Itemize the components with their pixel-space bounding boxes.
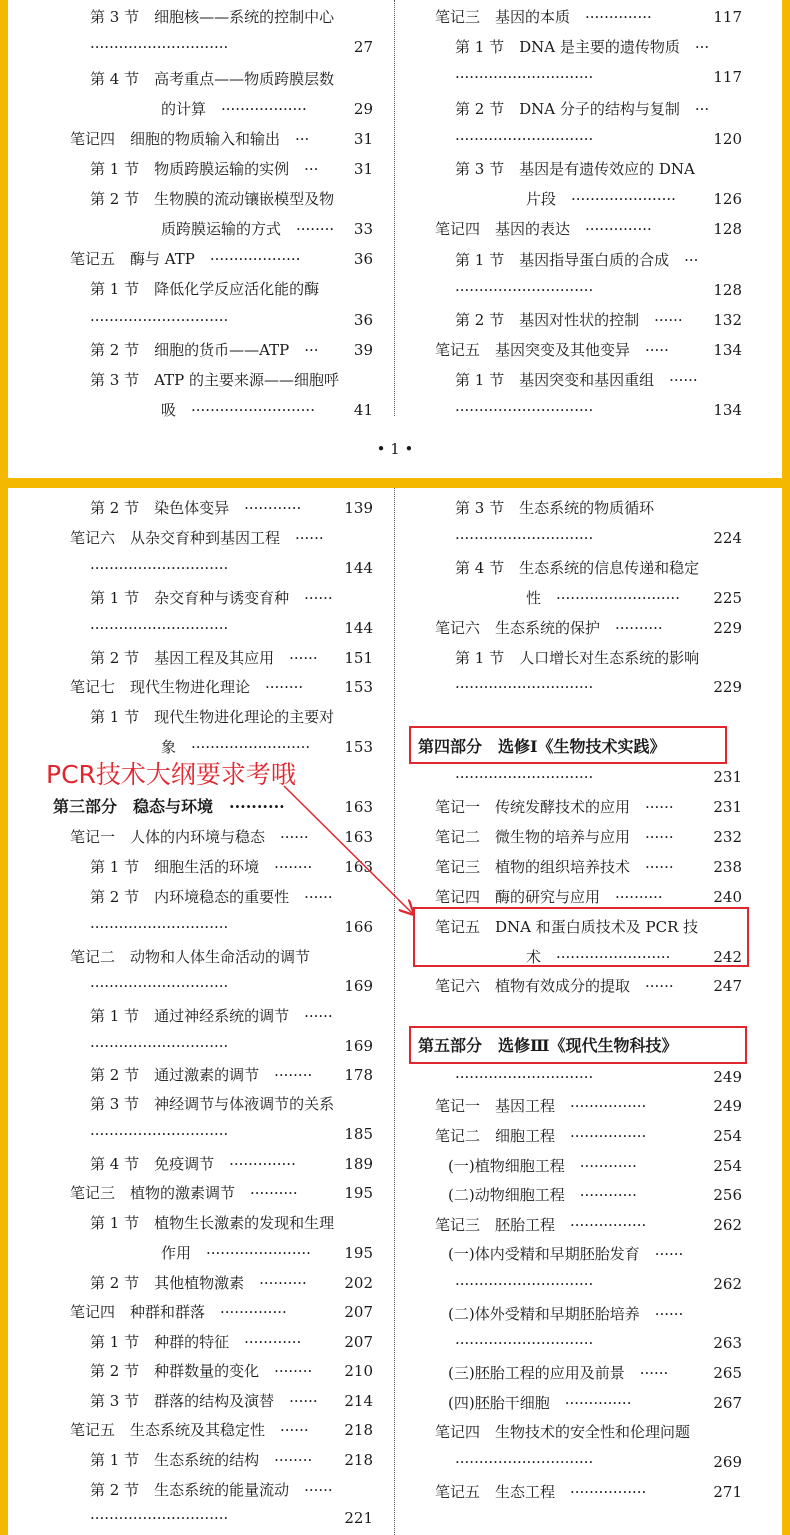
toc-entry-page: 229 [713, 678, 742, 696]
pcr-annotation: PCR技术大纲要求考哦 [46, 760, 296, 789]
toc-entry [53, 64, 373, 94]
toc-entry-title: ····························· [455, 281, 594, 299]
toc-entry-title: 笔记七 现代生物进化理论 ········ [70, 678, 304, 696]
toc-entry-title: ····························· [90, 1125, 229, 1143]
toc-entry-title: (二)体外受精和早期胚胎培养 ······ [448, 1305, 684, 1323]
toc-entry-page: 117 [713, 68, 742, 86]
toc-entry-title: ····························· [90, 559, 229, 577]
toc-entry-title: 第 2 节 内环境稳态的重要性 ······ [90, 888, 333, 906]
toc-entry-page: 163 [344, 798, 373, 816]
toc-entry-page: 210 [344, 1362, 373, 1380]
toc-entry-page: 240 [713, 888, 742, 906]
toc-entry-page: 269 [713, 1453, 742, 1471]
toc-entry-title: 笔记一 人体的内环境与稳态 ······ [70, 828, 309, 846]
toc-entry [53, 244, 373, 274]
toc-entry-title: 术 ························ [526, 948, 671, 966]
toc-entry-page: 153 [344, 678, 373, 696]
toc-entry-page: 249 [713, 1068, 742, 1086]
toc-entry-title: 第 1 节 种群的特征 ············ [90, 1333, 302, 1351]
toc-entry-page: 169 [344, 1037, 373, 1055]
page-number: • 1 • [376, 440, 414, 458]
toc-entry-title: 笔记二 细胞工程 ················ [435, 1127, 647, 1145]
toc-entry [53, 335, 373, 365]
toc-entry-page: 263 [713, 1334, 742, 1352]
toc-entry-title: 笔记三 胚胎工程 ················ [435, 1216, 647, 1234]
toc-entry-page: 247 [713, 977, 742, 995]
toc-entry [418, 94, 742, 124]
toc-entry-page: 195 [344, 1244, 373, 1262]
toc-entry-title: ····························· [90, 311, 229, 329]
toc-entry-title: 第 1 节 基因突变和基因重组 ······ [455, 371, 698, 389]
toc-entry-page: 232 [713, 828, 742, 846]
toc-entry-title: 第 1 节 现代生物进化理论的主要对 [90, 708, 335, 726]
toc-entry-page: 27 [353, 38, 373, 56]
toc-entry [418, 305, 742, 335]
annotation-arrow [8, 488, 782, 1535]
toc-entry-title: 第三部分 稳态与环境 ·········· [53, 797, 285, 816]
toc-entry-title: 笔记二 动物和人体生命活动的调节 [70, 948, 311, 966]
toc-entry-title: 第四部分 选修Ⅰ《生物技术实践》 [418, 737, 666, 756]
toc-entry-title: 第 2 节 生态系统的能量流动 ······ [90, 1481, 333, 1499]
toc-entry-title: 第 1 节 杂交育种与诱变育种 ······ [90, 589, 333, 607]
toc-entry-title: 笔记五 酶与 ATP ··················· [70, 250, 301, 268]
toc-entry-title: 笔记三 植物的组织培养技术 ······ [435, 858, 674, 876]
toc-entry-title: ····························· [90, 977, 229, 995]
toc-entry-page: 31 [353, 160, 373, 178]
toc-entry-page: 256 [713, 1186, 742, 1204]
toc-entry-title: (一)植物细胞工程 ············ [448, 1157, 637, 1175]
toc-entry-page: 39 [353, 341, 373, 359]
toc-entry-page: 117 [713, 8, 742, 26]
toc-entry-title: 第 3 节 细胞核——系统的控制中心 [90, 8, 335, 26]
toc-entry-title: 第 2 节 种群数量的变化 ········ [90, 1362, 313, 1380]
toc-entry-title: 象 ························· [161, 738, 311, 756]
toc-entry [53, 94, 373, 124]
toc-entry-title: ····························· [455, 678, 594, 696]
toc-entry-page: 271 [713, 1483, 742, 1501]
toc-entry-title: 笔记五 基因突变及其他变异 ····· [435, 341, 669, 359]
toc-entry [418, 335, 742, 365]
toc-entry-page: 189 [344, 1155, 373, 1173]
toc-entry-title: 笔记四 生物技术的安全性和伦理问题 [435, 1423, 691, 1441]
toc-entry-page: 166 [344, 918, 373, 936]
toc-entry-title: 第 4 节 免疫调节 ·············· [90, 1155, 296, 1173]
toc-entry [418, 245, 742, 275]
toc-entry-page: 229 [713, 619, 742, 637]
toc-entry-page: 185 [344, 1125, 373, 1143]
toc-entry-title: 质跨膜运输的方式 ········ [161, 220, 335, 238]
toc-entry-title: 作用 ······················ [161, 1244, 311, 1262]
toc-entry-page: 144 [344, 559, 373, 577]
toc-entry-title: 第 1 节 降低化学反应活化能的酶 [90, 280, 320, 298]
toc-entry-title: 笔记三 基因的本质 ·············· [435, 8, 652, 26]
toc-entry [53, 32, 373, 62]
toc-entry-title: 第 2 节 细胞的货币——ATP ··· [90, 341, 319, 359]
toc-entry-title: 第 1 节 人口增长对生态系统的影响 [455, 649, 700, 667]
toc-entry-page: 128 [713, 220, 742, 238]
toc-entry-title: 第 1 节 DNA 是主要的遗传物质 ··· [455, 38, 710, 56]
toc-entry-title: 第 1 节 细胞生活的环境 ········ [90, 858, 313, 876]
toc-entry [418, 32, 742, 62]
toc-entry-title: 第 2 节 其他植物激素 ·········· [90, 1274, 307, 1292]
toc-entry [53, 2, 373, 32]
toc-entry-title: 笔记一 基因工程 ················ [435, 1097, 647, 1115]
toc-page-2 [8, 488, 782, 1535]
toc-entry-title: 笔记六 从杂交育种到基因工程 ······ [70, 529, 324, 547]
toc-entry-page: 238 [713, 858, 742, 876]
toc-entry-page: 202 [344, 1274, 373, 1292]
toc-entry [418, 214, 742, 244]
toc-entry-page: 195 [344, 1184, 373, 1202]
toc-entry [53, 395, 373, 425]
toc-entry [418, 2, 742, 32]
toc-entry [53, 154, 373, 184]
toc-entry-page: 207 [344, 1303, 373, 1321]
toc-entry-title: 第五部分 选修Ⅲ《现代生物科技》 [418, 1036, 678, 1055]
toc-entry [418, 184, 742, 214]
toc-entry-title: ····························· [455, 68, 594, 86]
toc-entry-page: 153 [344, 738, 373, 756]
toc-entry [53, 365, 373, 395]
toc-entry-title: ····························· [455, 1068, 594, 1086]
toc-entry-page: 128 [713, 281, 742, 299]
toc-entry [53, 274, 373, 304]
toc-entry-title: 第 1 节 基因指导蛋白质的合成 ··· [455, 251, 699, 269]
toc-entry-page: 224 [713, 529, 742, 547]
toc-entry-title: 第 2 节 生物膜的流动镶嵌模型及物 [90, 190, 335, 208]
toc-entry-title: (四)胚胎干细胞 ·············· [448, 1394, 632, 1412]
toc-entry [53, 305, 373, 335]
toc-entry-page: 33 [353, 220, 373, 238]
toc-entry-page: 134 [713, 341, 742, 359]
toc-entry-page: 254 [713, 1127, 742, 1145]
toc-entry-page: 29 [353, 100, 373, 118]
toc-entry-page: 132 [713, 311, 742, 329]
toc-entry-title: 笔记二 微生物的培养与应用 ······ [435, 828, 674, 846]
toc-entry-title: ····························· [90, 1037, 229, 1055]
toc-entry-title: ····························· [455, 401, 594, 419]
toc-entry-title: 笔记四 基因的表达 ·············· [435, 220, 652, 238]
column-divider [394, 0, 395, 416]
toc-entry-title: 第 3 节 神经调节与体液调节的关系 [90, 1095, 335, 1113]
toc-entry-page: 218 [344, 1451, 373, 1469]
toc-entry-title: 第 1 节 通过神经系统的调节 ······ [90, 1007, 333, 1025]
toc-entry-title: (一)体内受精和早期胚胎发育 ······ [448, 1245, 684, 1263]
toc-entry-page: 163 [344, 828, 373, 846]
toc-entry-page: 267 [713, 1394, 742, 1412]
toc-entry-title: 第 1 节 物质跨膜运输的实例 ··· [90, 160, 319, 178]
toc-entry-title: 第 4 节 高考重点——物质跨膜层数 [90, 70, 335, 88]
toc-entry-page: 163 [344, 858, 373, 876]
toc-entry-title: 第 3 节 群落的结构及演替 ······ [90, 1392, 318, 1410]
toc-entry-title: ····························· [455, 1453, 594, 1471]
toc-entry-title: 片段 ······················ [526, 190, 676, 208]
toc-entry-title: 笔记五 生态工程 ················ [435, 1483, 647, 1501]
toc-entry-title: 吸 ·························· [161, 401, 315, 419]
toc-entry-title: 的计算 ·················· [161, 100, 307, 118]
toc-entry-page: 249 [713, 1097, 742, 1115]
toc-entry-title: 第 2 节 基因对性状的控制 ······ [455, 311, 683, 329]
toc-entry-page: 207 [344, 1333, 373, 1351]
toc-entry-title: ····························· [90, 38, 229, 56]
toc-entry [53, 184, 373, 214]
toc-entry-title: 第 1 节 植物生长激素的发现和生理 [90, 1214, 335, 1232]
toc-entry [53, 124, 373, 154]
toc-entry-title: 笔记六 生态系统的保护 ·········· [435, 619, 663, 637]
toc-entry-page: 134 [713, 401, 742, 419]
toc-entry-title: 笔记四 细胞的物质输入和输出 ··· [70, 130, 310, 148]
toc-entry-page: 120 [713, 130, 742, 148]
toc-entry-page: 151 [344, 649, 373, 667]
toc-entry-title: 第 2 节 通过激素的调节 ········ [90, 1066, 313, 1084]
toc-entry-title: ····························· [90, 918, 229, 936]
toc-entry [418, 365, 742, 395]
toc-entry-page: 36 [353, 250, 373, 268]
toc-entry-page: 214 [344, 1392, 373, 1410]
toc-entry-title: ····························· [455, 529, 594, 547]
toc-entry [418, 62, 742, 92]
toc-entry-title: 笔记三 植物的激素调节 ·········· [70, 1184, 298, 1202]
toc-entry-page: 231 [713, 798, 742, 816]
toc-entry-page: 218 [344, 1421, 373, 1439]
toc-entry-title: 笔记四 种群和群落 ·············· [70, 1303, 287, 1321]
toc-entry-title: ····························· [90, 619, 229, 637]
toc-entry-page: 265 [713, 1364, 742, 1382]
toc-entry-title: 第 2 节 DNA 分子的结构与复制 ··· [455, 100, 710, 118]
toc-entry-title: (三)胚胎工程的应用及前景 ······ [448, 1364, 669, 1382]
toc-entry-title: 第 4 节 生态系统的信息传递和稳定 [455, 559, 700, 577]
toc-entry-title: 笔记四 酶的研究与应用 ·········· [435, 888, 663, 906]
toc-entry-page: 126 [713, 190, 742, 208]
toc-entry-title: 第 2 节 染色体变异 ············ [90, 499, 302, 517]
toc-entry-title: 笔记六 植物有效成分的提取 ······ [435, 977, 674, 995]
toc-entry-title: 笔记五 DNA 和蛋白质技术及 PCR 技 [435, 918, 699, 936]
toc-entry [53, 214, 373, 244]
toc-entry-page: 144 [344, 619, 373, 637]
toc-entry-title: ····························· [455, 768, 594, 786]
toc-entry-page: 36 [353, 311, 373, 329]
toc-entry-page: 262 [713, 1216, 742, 1234]
toc-entry [418, 395, 742, 425]
toc-entry-title: 第 3 节 生态系统的物质循环 [455, 499, 655, 517]
toc-entry-page: 178 [344, 1066, 373, 1084]
toc-entry-page: 242 [713, 948, 742, 966]
toc-entry-page: 254 [713, 1157, 742, 1175]
toc-entry-title: 笔记一 传统发酵技术的应用 ······ [435, 798, 674, 816]
toc-entry-title: 第 3 节 ATP 的主要来源——细胞呼 [90, 371, 339, 389]
toc-entry-page: 169 [344, 977, 373, 995]
toc-entry-page: 139 [344, 499, 373, 517]
toc-entry-title: ····························· [90, 1509, 229, 1527]
toc-entry [418, 154, 742, 184]
toc-entry-title: 第 1 节 生态系统的结构 ········ [90, 1451, 313, 1469]
toc-entry-title: ····························· [455, 1275, 594, 1293]
toc-entry [418, 124, 742, 154]
toc-page-1 [8, 0, 782, 478]
toc-entry-page: 221 [344, 1509, 373, 1527]
toc-entry-page: 31 [353, 130, 373, 148]
toc-entry-title: 第 3 节 基因是有遗传效应的 DNA [455, 160, 695, 178]
toc-entry-title: (二)动物细胞工程 ············ [448, 1186, 637, 1204]
toc-entry-title: ····························· [455, 130, 594, 148]
toc-entry [418, 275, 742, 305]
toc-entry-title: 第 2 节 基因工程及其应用 ······ [90, 649, 318, 667]
toc-entry-page: 225 [713, 589, 742, 607]
toc-entry-title: ····························· [455, 1334, 594, 1352]
toc-entry-page: 262 [713, 1275, 742, 1293]
toc-entry-title: 性 ·························· [526, 589, 680, 607]
toc-entry-page: 231 [713, 768, 742, 786]
toc-entry-title: 笔记五 生态系统及其稳定性 ······ [70, 1421, 309, 1439]
toc-entry-page: 41 [353, 401, 373, 419]
